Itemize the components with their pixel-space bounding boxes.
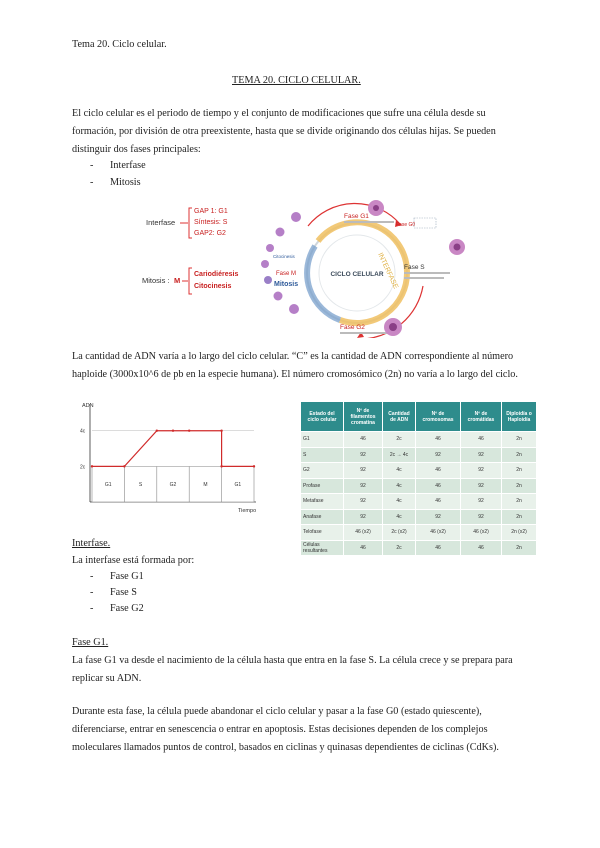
x-category-label: G1 — [104, 482, 112, 489]
citocinesis-label: Citocinesis — [194, 283, 232, 290]
interfase-intro: La interfase está formada por: — [72, 555, 195, 566]
table-cell: 4c — [383, 509, 416, 525]
dna-chart — [76, 398, 268, 518]
table-row — [301, 540, 537, 556]
table-cell: 46 — [344, 540, 383, 556]
table-cell: G1 — [301, 432, 344, 448]
table-header-cell: Estado del ciclo celular — [301, 402, 344, 432]
dna-data-point — [188, 430, 190, 432]
cell-image — [266, 244, 274, 252]
cell-image — [289, 304, 299, 314]
cell-image — [276, 228, 285, 237]
fase-m-label: Fase M — [276, 271, 297, 277]
interfase-legend-label: Interfase — [146, 218, 176, 227]
cell-cycle-diagram — [140, 196, 470, 338]
table-cell: Anafase — [301, 509, 344, 525]
table-cell: 92 — [461, 494, 502, 510]
chart-xlabel: Tiempo — [238, 508, 257, 514]
mitosis-bracket — [189, 268, 192, 294]
table-cell: 2n — [502, 432, 537, 448]
cell-image — [261, 260, 269, 268]
cell-image — [291, 212, 301, 222]
x-category-label: M — [203, 482, 208, 489]
dna-data-point — [172, 430, 174, 432]
mitosis-small-label: Mitosis — [274, 281, 299, 288]
table-cell: Células resultantes — [301, 540, 344, 556]
x-category-label: G1 — [234, 482, 242, 489]
table-cell: 2n — [502, 478, 537, 494]
table-cell: 92 — [344, 447, 383, 463]
dna-series-line — [92, 431, 254, 467]
intro-line-3: distinguir dos fases principales: — [72, 144, 201, 155]
table-cell: 92 — [416, 509, 461, 525]
dna-data-point — [91, 465, 93, 467]
mitosis-letter: M — [174, 276, 181, 285]
dna-data-point — [156, 430, 158, 432]
citocinesis-small-label: Citocinesis — [273, 254, 295, 259]
g1-p1-line-1: La fase G1 va desde el nacimiento de la célula hasta que entra en la fase S. La célula crece y se prepara para — [72, 655, 513, 666]
table-row — [301, 447, 537, 463]
fase-g1-label: Fase G1 — [344, 213, 369, 220]
table-header-cell: Diploidía o Haploidía — [502, 402, 537, 432]
table-row — [301, 494, 537, 510]
table-cell: 92 — [344, 494, 383, 510]
sintesis-label: Síntesis: S — [194, 219, 228, 226]
y-tick-label: 2c — [80, 464, 86, 471]
table-cell: G2 — [301, 463, 344, 479]
table-cell: 2n (x2) — [502, 525, 537, 541]
cell-image — [264, 276, 272, 284]
gap2-label: GAP2: G2 — [194, 230, 226, 237]
table-cell: 46 — [416, 540, 461, 556]
table-cell: 92 — [344, 509, 383, 525]
gap1-label: GAP 1: G1 — [194, 208, 228, 215]
chart-ylabel: ADN — [82, 403, 94, 409]
table-cell: Profase — [301, 478, 344, 494]
table-cell: 46 — [461, 540, 502, 556]
table-cell: 92 — [461, 509, 502, 525]
table-header-cell: Nº de cromátidas — [461, 402, 502, 432]
cell-image — [274, 292, 283, 301]
dna-data-point — [220, 465, 222, 467]
g1-p2-line-1: Durante esta fase, la célula puede abandonar el ciclo celular y pasar a la fase G0 (estado quiescente), — [72, 706, 482, 717]
intro-line-2: formación, por división de otra preexistente, hasta que se divide originando dos células hijas. Se pueden — [72, 126, 496, 137]
table-cell: Telofase — [301, 525, 344, 541]
table-cell: 92 — [461, 478, 502, 494]
table-cell: 46 — [416, 478, 461, 494]
table-cell: 46 (x2) — [461, 525, 502, 541]
table-cell: 2n — [502, 494, 537, 510]
table-row — [301, 509, 537, 525]
table-cell: 2n — [502, 447, 537, 463]
interfase-bracket — [189, 208, 192, 238]
running-header: Tema 20. Ciclo celular. — [72, 39, 167, 50]
table-cell: 4c — [383, 478, 416, 494]
table-cell: 46 — [461, 432, 502, 448]
table-cell: 46 — [416, 463, 461, 479]
table-cell: 2n — [502, 509, 537, 525]
cariodieresis-label: Cariodiéresis — [194, 271, 239, 278]
table-cell: 2c (x2) — [383, 525, 416, 541]
table-cell: 92 — [461, 463, 502, 479]
intro-line-1: El ciclo celular es el periodo de tiempo y el conjunto de modificaciones que sufre una célula desde su — [72, 108, 486, 119]
table-header-cell: Cantidad de ADN — [383, 402, 416, 432]
cycle-center-label: CICLO CELULAR — [330, 271, 384, 278]
table-header-cell: Nº de filamentos cromatina — [344, 402, 383, 432]
table-cell: 92 — [344, 478, 383, 494]
dna-data-point — [253, 465, 255, 467]
interfase-arc-label: INTERFASE — [376, 251, 399, 291]
y-tick-label: 4c — [80, 428, 86, 435]
table-cell: 4c — [383, 494, 416, 510]
interfase-heading: Interfase. — [72, 538, 111, 549]
adn-line-1: La cantidad de ADN varía a lo largo del ciclo celular. “C” es la cantidad de ADN correspondiente al número — [72, 351, 514, 362]
g1-p1-line-2: replicar su ADN. — [72, 673, 142, 684]
table-row — [301, 432, 537, 448]
table-cell: 4c — [383, 463, 416, 479]
fase-g0-label: Fase G0 — [396, 222, 416, 228]
dna-table-wrap — [300, 401, 537, 556]
table-row — [301, 463, 537, 479]
dna-table — [300, 401, 537, 556]
table-cell: Metafase — [301, 494, 344, 510]
fase-g2-label: Fase G2 — [340, 324, 365, 331]
page-title: TEMA 20. CICLO CELULAR. — [232, 75, 361, 86]
table-cell: 92 — [416, 447, 461, 463]
table-cell: 2c → 4c — [383, 447, 416, 463]
table-row — [301, 525, 537, 541]
fase-s-label: Fase S — [404, 264, 425, 271]
g1-p2-line-2: diferenciarse, entrar en senescencia o entrar en apoptosis. Estas decisiones dependen de los complejos — [72, 724, 488, 735]
table-cell: 46 (x2) — [416, 525, 461, 541]
table-header-cell: Nº de cromosomas — [416, 402, 461, 432]
table-cell: 46 — [344, 432, 383, 448]
table-cell: 46 — [416, 432, 461, 448]
table-row — [301, 478, 537, 494]
x-category-label: S — [138, 482, 143, 489]
table-cell: 2n — [502, 463, 537, 479]
g1-heading: Fase G1. — [72, 637, 109, 648]
table-cell: 92 — [344, 463, 383, 479]
table-cell: 2n — [502, 540, 537, 556]
adn-line-2: haploide (3000x10^6 de pb en la especie humana). El número cromosómico (2n) no varía a lo largo del ciclo. — [72, 369, 518, 380]
dna-data-point — [220, 430, 222, 432]
g1-p2-line-3: moleculares llamados puntos de control, basados en ciclinas y quinasas dependientes de ciclinas (CdKs). — [72, 742, 499, 753]
table-cell: 46 — [416, 494, 461, 510]
x-category-label: G2 — [169, 482, 177, 489]
table-cell: 46 (x2) — [344, 525, 383, 541]
table-cell: 92 — [461, 447, 502, 463]
mitosis-legend-label: Mitosis : — [142, 276, 170, 285]
dna-data-point — [123, 465, 125, 467]
table-cell: S — [301, 447, 344, 463]
table-cell: 2c — [383, 540, 416, 556]
table-cell: 2c — [383, 432, 416, 448]
